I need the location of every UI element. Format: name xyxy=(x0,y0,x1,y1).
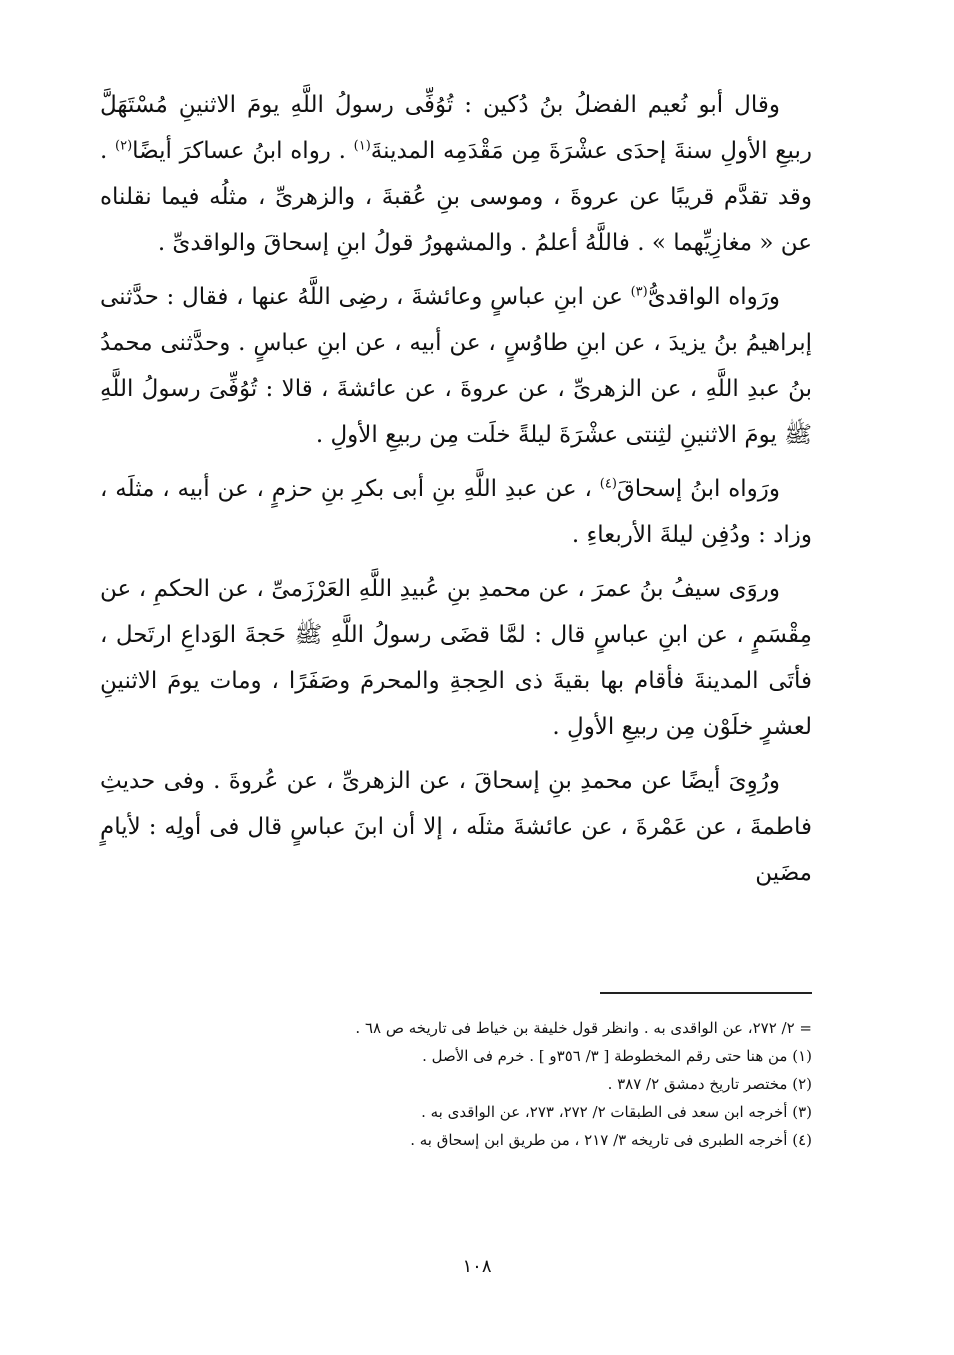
paragraph-text: ، عن عبدِ اللَّهِ بنِ أبى بكرِ بنِ حزمٍ ، عن أبيه ، مثلَه ، وزاد : ودُفِن ليلةَ الأربعاءِ . xyxy=(100,476,812,548)
paragraph-5 xyxy=(100,758,812,896)
paragraph-text: ورَواه الواقدىُّ xyxy=(647,284,780,310)
paragraph-text: . وقد تقدَّم قريبًا عن عروةَ ، وموسى بنِ عُقبةَ ، والزهرىِّ ، مثلُه فيما نقلناه عن « مغازِيِّهما » . فاللَّهُ أعلمُ . والمشهورُ قولُ ابنِ إسحاقَ والواقدىِّ . xyxy=(100,138,812,256)
footnotes xyxy=(100,1014,812,1154)
paragraph-text: ورَواه ابنُ إسحاقَ xyxy=(616,476,780,502)
paragraph-3 xyxy=(100,466,812,558)
paragraph-text: عن ابنِ عباسٍ وعائشةَ ، رضِى اللَّهُ عنها ، فقال : حدَّثنى إبراهيمُ بنُ يزيدَ ، عن ابنِ طاوُسٍ ، عن أبيه ، عن ابنِ عباسٍ . وحدَّثنى محمدُ بنُ عبدِ اللَّهِ ، عن الزهرىِّ ، عن عروةَ ، عن عائشةَ ، قالا : تُوُفِّىَ رسولُ اللَّهِ ﷺ يومَ الاثنينِ لثِنتى عشْرَةَ ليلةً خلَت مِن ربيعِ الأولِ . xyxy=(100,284,812,448)
footnote-ref-1: (١) xyxy=(353,138,371,154)
paragraph-text: ورُوِىَ أيضًا عن محمدِ بنِ إسحاقَ ، عن الزهرىِّ ، عن عُروةَ . وفى حديثِ فاطمةَ ، عن عَمْرةَ ، عن عائشةَ مثلَه ، إلا أن ابنَ عباسٍ قال فى أولِه : لأيامٍ مضَين xyxy=(100,768,812,886)
paragraph-text: وقال أبو نُعيم الفضلُ بنُ دُكين : تُوُفِّى رسولُ اللَّهِ يومَ الاثنينِ مُسْتَهَلَّ ربيعِ الأولِ سنةَ إحدَى عشْرَةَ مِن مَقْدَمِه المدينةَ xyxy=(100,92,812,164)
footnote-4: (٤) أخرجه الطبرى فى تاريخه ٣/ ٢١٧ ، من طريق ابن إسحاق به . xyxy=(410,1131,812,1149)
paragraph-text: وروَى سيفُ بنُ عمرَ ، عن محمدِ بنِ عُبيدِ اللَّهِ العَرْزَمىِّ ، عن الحكمِ ، عن مِقْسَمٍ ، عن ابنِ عباسٍ قال : لمَّا قضَى رسولُ اللَّهِ ﷺ حَجةَ الوَداعِ ارتَحل ، فأتَى المدينةَ فأقام بها بقيةَ ذى الحِجةِ والمحرمَ وصَفَرًا ، ومات يومَ الاثنينِ لعشرٍ خلَوْن مِن ربيعِ الأولِ . xyxy=(100,576,812,740)
footnote-continuation: = ٢/ ٢٧٢، عن الواقدى به . وانظر قول خليفة بن خياط فى تاريخه ص ٦٨ . xyxy=(355,1019,812,1037)
footnote-ref-4: (٤) xyxy=(599,476,617,492)
footnote-separator xyxy=(600,992,812,994)
footnote-ref-2: (٢) xyxy=(115,138,133,154)
paragraph-text: . رواه ابنُ عساكرَ أيضًا xyxy=(132,138,354,164)
footnote-ref-3: (٣) xyxy=(630,284,648,300)
footnote-3: (٣) أخرجه ابن سعد فى الطبقات ٢/ ٢٧٢، ٢٧٣، عن الواقدى به . xyxy=(421,1103,812,1121)
paragraph-1 xyxy=(100,82,812,266)
footnote-1: (١) من هنا حتى رقم المخطوطة [ ٣/ ٣٥٦و ] . خرم فى الأصل . xyxy=(422,1047,812,1065)
page-number: ١٠٨ xyxy=(462,1256,492,1277)
paragraph-4 xyxy=(100,566,812,750)
main-text xyxy=(100,82,812,904)
footnote-2: (٢) مختصر تاريخ دمشق ٢/ ٣٨٧ . xyxy=(607,1075,812,1093)
paragraph-2 xyxy=(100,274,812,458)
